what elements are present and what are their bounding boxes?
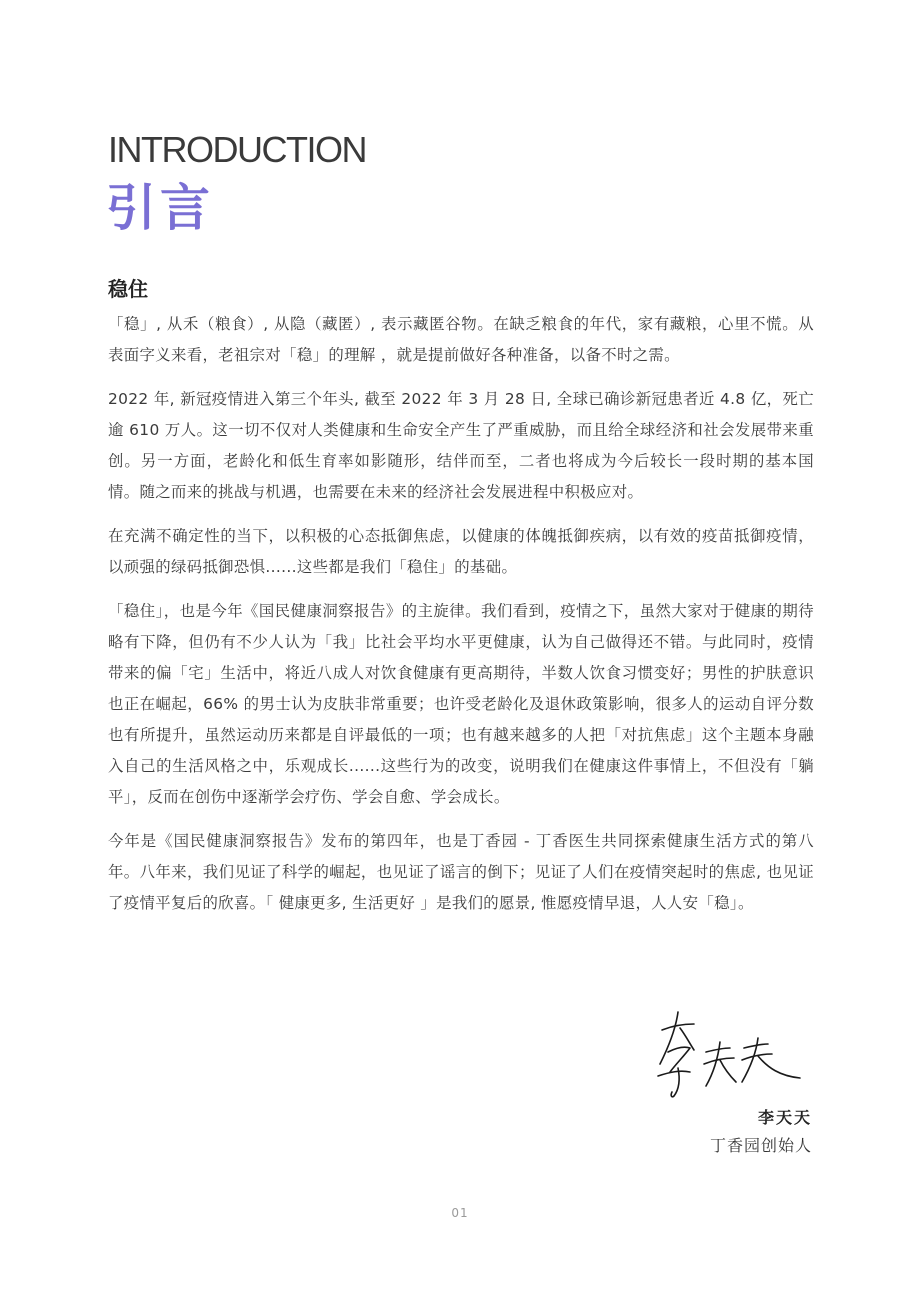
paragraph-5: 今年是《国民健康洞察报告》发布的第四年，也是丁香园 - 丁香医生共同探索健康生活方式的第八年。八年来，我们见证了科学的崛起，也见证了谣言的倒下；见证了人们在疫情突起时的焦虑, 也见证了疫情平复后的欣喜。「 健康更多, 生活更好 」是我们的愿景, 惟愿疫情早退，人人安「稳」。 <box>108 832 814 912</box>
handwritten-signature <box>650 1002 810 1102</box>
title-english: INTRODUCTION <box>108 129 366 170</box>
page-number: 01 <box>451 1206 469 1220</box>
paragraph-2: 2022 年, 新冠疫情进入第三个年头, 截至 2022 年 3 月 28 日, 全球已确诊新冠患者近 4.8 亿，死亡逾 610 万人。这一切不仅对人类健康和生命安全产生了严重威胁，而且给全球经济和社会发展带来重创。另一方面，老龄化和低生育率如影随形，结伴而至，二者也将成为今后较长一段时期的基本国情。随之而来的挑战与机遇，也需要在未来的经济社会发展进程中积极应对。 <box>108 390 814 501</box>
paragraph-3: 在充满不确定性的当下，以积极的心态抵御焦虑，以健康的体魄抵御疾病，以有效的疫苗抵御疫情，以顽强的绿码抵御恐惧......这些都是我们「稳住」的基础。 <box>108 527 814 576</box>
paragraph-4: 「稳住」，也是今年《国民健康洞察报告》的主旋律。我们看到，疫情之下，虽然大家对于健康的期待略有下降，但仍有不少人认为「我」比社会平均水平更健康，认为自己做得还不错。与此同时，疫情带来的偏「宅」生活中，将近八成人对饮食健康有更高期待，半数人饮食习惯变好；男性的护肤意识也正在崛起，66% 的男士认为皮肤非常重要；也许受老龄化及退休政策影响，很多人的运动自评分数也有所提升，虽然运动历来都是自评最低的一项；也有越来越多的人把「对抗焦虑」这个主题本身融入自己的生活风格之中，乐观成长......这些行为的改变，说明我们在健康这件事情上，不但没有「躺平」，反而在创伤中逐渐学会疗伤、学会自愈、学会成长。 <box>108 602 814 806</box>
body-text <box>108 309 814 932</box>
signer-name: 李天天 <box>757 1108 812 1127</box>
title-chinese: 引言 <box>106 179 214 237</box>
paragraph-1: 「稳」, 从禾（粮食）, 从隐（藏匿）, 表示藏匿谷物。在缺乏粮食的年代，家有藏粮，心里不慌。从表面字义来看，老祖宗对「稳」的理解 ，就是提前做好各种准备，以备不时之需。 <box>108 315 814 364</box>
section-title: 稳住 <box>108 277 148 301</box>
signer-title: 丁香园创始人 <box>709 1136 812 1155</box>
